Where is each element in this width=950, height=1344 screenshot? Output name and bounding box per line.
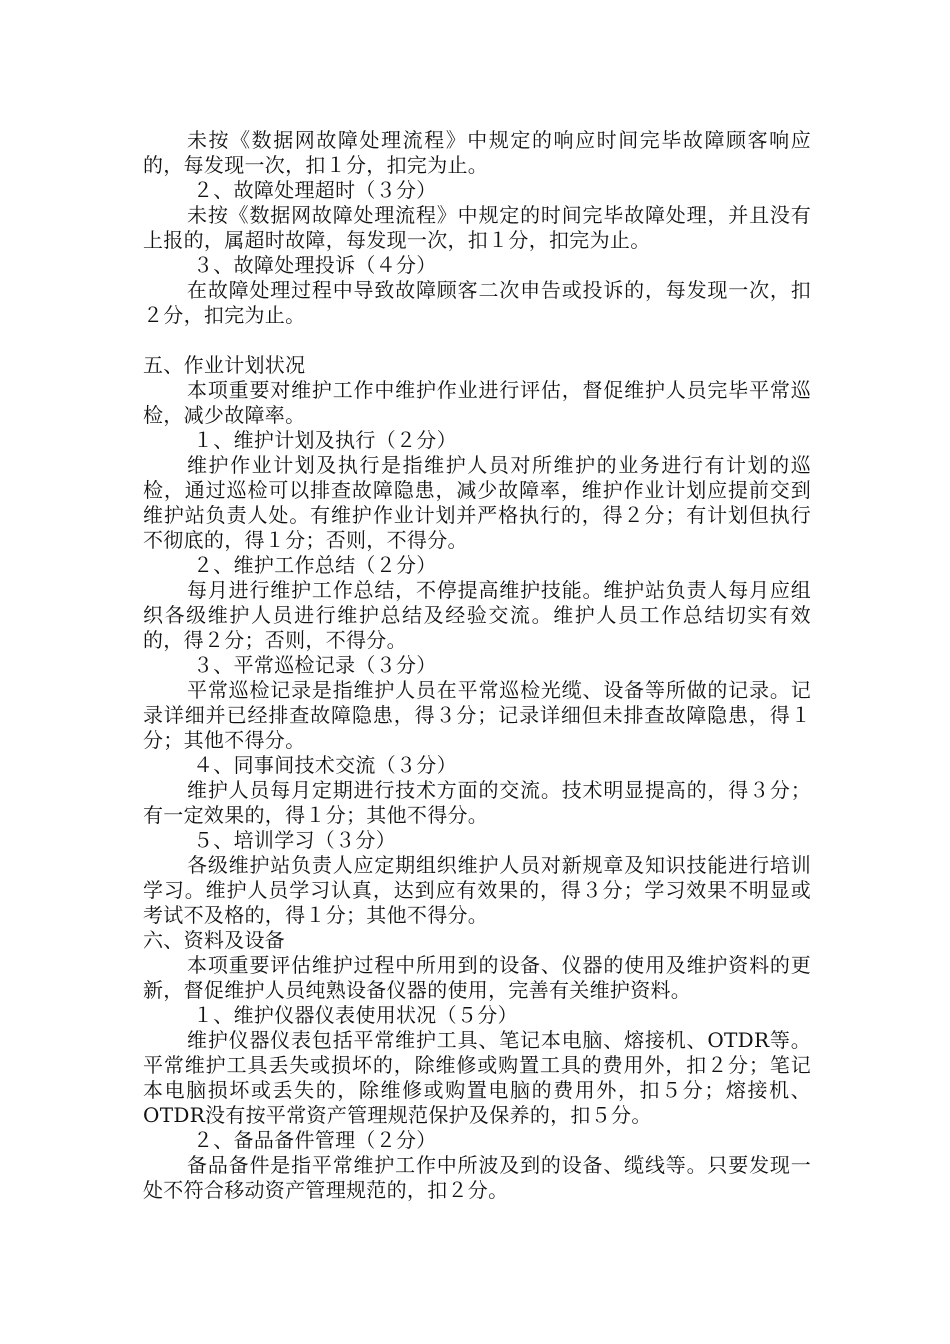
scoring-item-heading: ３、平常巡检记录（３分） (193, 653, 437, 677)
body-paragraph: 每月进行维护工作总结，不停提高维护技能。维护站负责人每月应组织各级维护人员进行维护总结及经验交流。维护人员工作总结切实有效的，得２分；否则，不得分。 (143, 578, 811, 652)
section-heading: 五、作业计划状况 (143, 353, 306, 377)
body-paragraph: 维护人员每月定期进行技术方面的交流。技术明显提高的，得３分；有一定效果的，得１分；其他不得分。 (143, 778, 811, 827)
document-body (143, 128, 811, 1203)
scoring-item-heading: ４、同事间技术交流（３分） (193, 753, 457, 777)
scoring-item-heading: １、维护计划及执行（２分） (193, 428, 457, 452)
body-paragraph: 未按《数据网故障处理流程》中规定的响应时间完毕故障顾客响应的，每发现一次，扣１分，扣完为止。 (143, 128, 811, 177)
scoring-item-heading: ２、维护工作总结（２分） (193, 553, 437, 577)
body-paragraph: 本项重要评估维护过程中所用到的设备、仪器的使用及维护资料的更新，督促维护人员纯熟设备仪器的使用，完善有关维护资料。 (143, 953, 811, 1002)
body-paragraph: 各级维护站负责人应定期组织维护人员对新规章及知识技能进行培训学习。维护人员学习认真，达到应有效果的，得３分；学习效果不明显或考试不及格的，得１分；其他不得分。 (143, 853, 811, 927)
section-heading: 六、资料及设备 (143, 928, 286, 952)
body-paragraph: 维护仪器仪表包括平常维护工具、笔记本电脑、熔接机、OTDR等。平常维护工具丢失或损坏的，除维修或购置工具的费用外，扣２分；笔记本电脑损坏或丢失的，除维修或购置电脑的费用外，扣５分；熔接机、OTDR没有按平常资产管理规范保护及保养的，扣５分。 (143, 1028, 811, 1127)
blank-line (143, 328, 811, 353)
scoring-item-heading: ２、故障处理超时（３分） (193, 178, 437, 202)
body-paragraph: 平常巡检记录是指维护人员在平常巡检光缆、设备等所做的记录。记录详细并已经排查故障隐患，得３分；记录详细但未排查故障隐患，得１分；其他不得分。 (143, 678, 811, 752)
body-paragraph: 未按《数据网故障处理流程》中规定的时间完毕故障处理，并且没有上报的，属超时故障，每发现一次，扣１分，扣完为止。 (143, 203, 811, 252)
body-paragraph: 备品备件是指平常维护工作中所波及到的设备、缆线等。只要发现一处不符合移动资产管理规范的，扣２分。 (143, 1153, 811, 1202)
scoring-item-heading: ３、故障处理投诉（４分） (193, 253, 437, 277)
body-paragraph: 本项重要对维护工作中维护作业进行评估，督促维护人员完毕平常巡检，减少故障率。 (143, 378, 811, 427)
body-paragraph: 在故障处理过程中导致故障顾客二次申告或投诉的，每发现一次，扣２分，扣完为止。 (143, 278, 811, 327)
scoring-item-heading: ２、备品备件管理（２分） (193, 1128, 437, 1152)
body-paragraph: 维护作业计划及执行是指维护人员对所维护的业务进行有计划的巡检，通过巡检可以排查故障隐患，减少故障率，维护作业计划应提前交到维护站负责人处。有维护作业计划并严格执行的，得２分；有计划但执行不彻底的，得１分；否则，不得分。 (143, 453, 811, 552)
scoring-item-heading: ５、培训学习（３分） (193, 828, 396, 852)
scoring-item-heading: １、维护仪器仪表使用状况（５分） (193, 1003, 518, 1027)
